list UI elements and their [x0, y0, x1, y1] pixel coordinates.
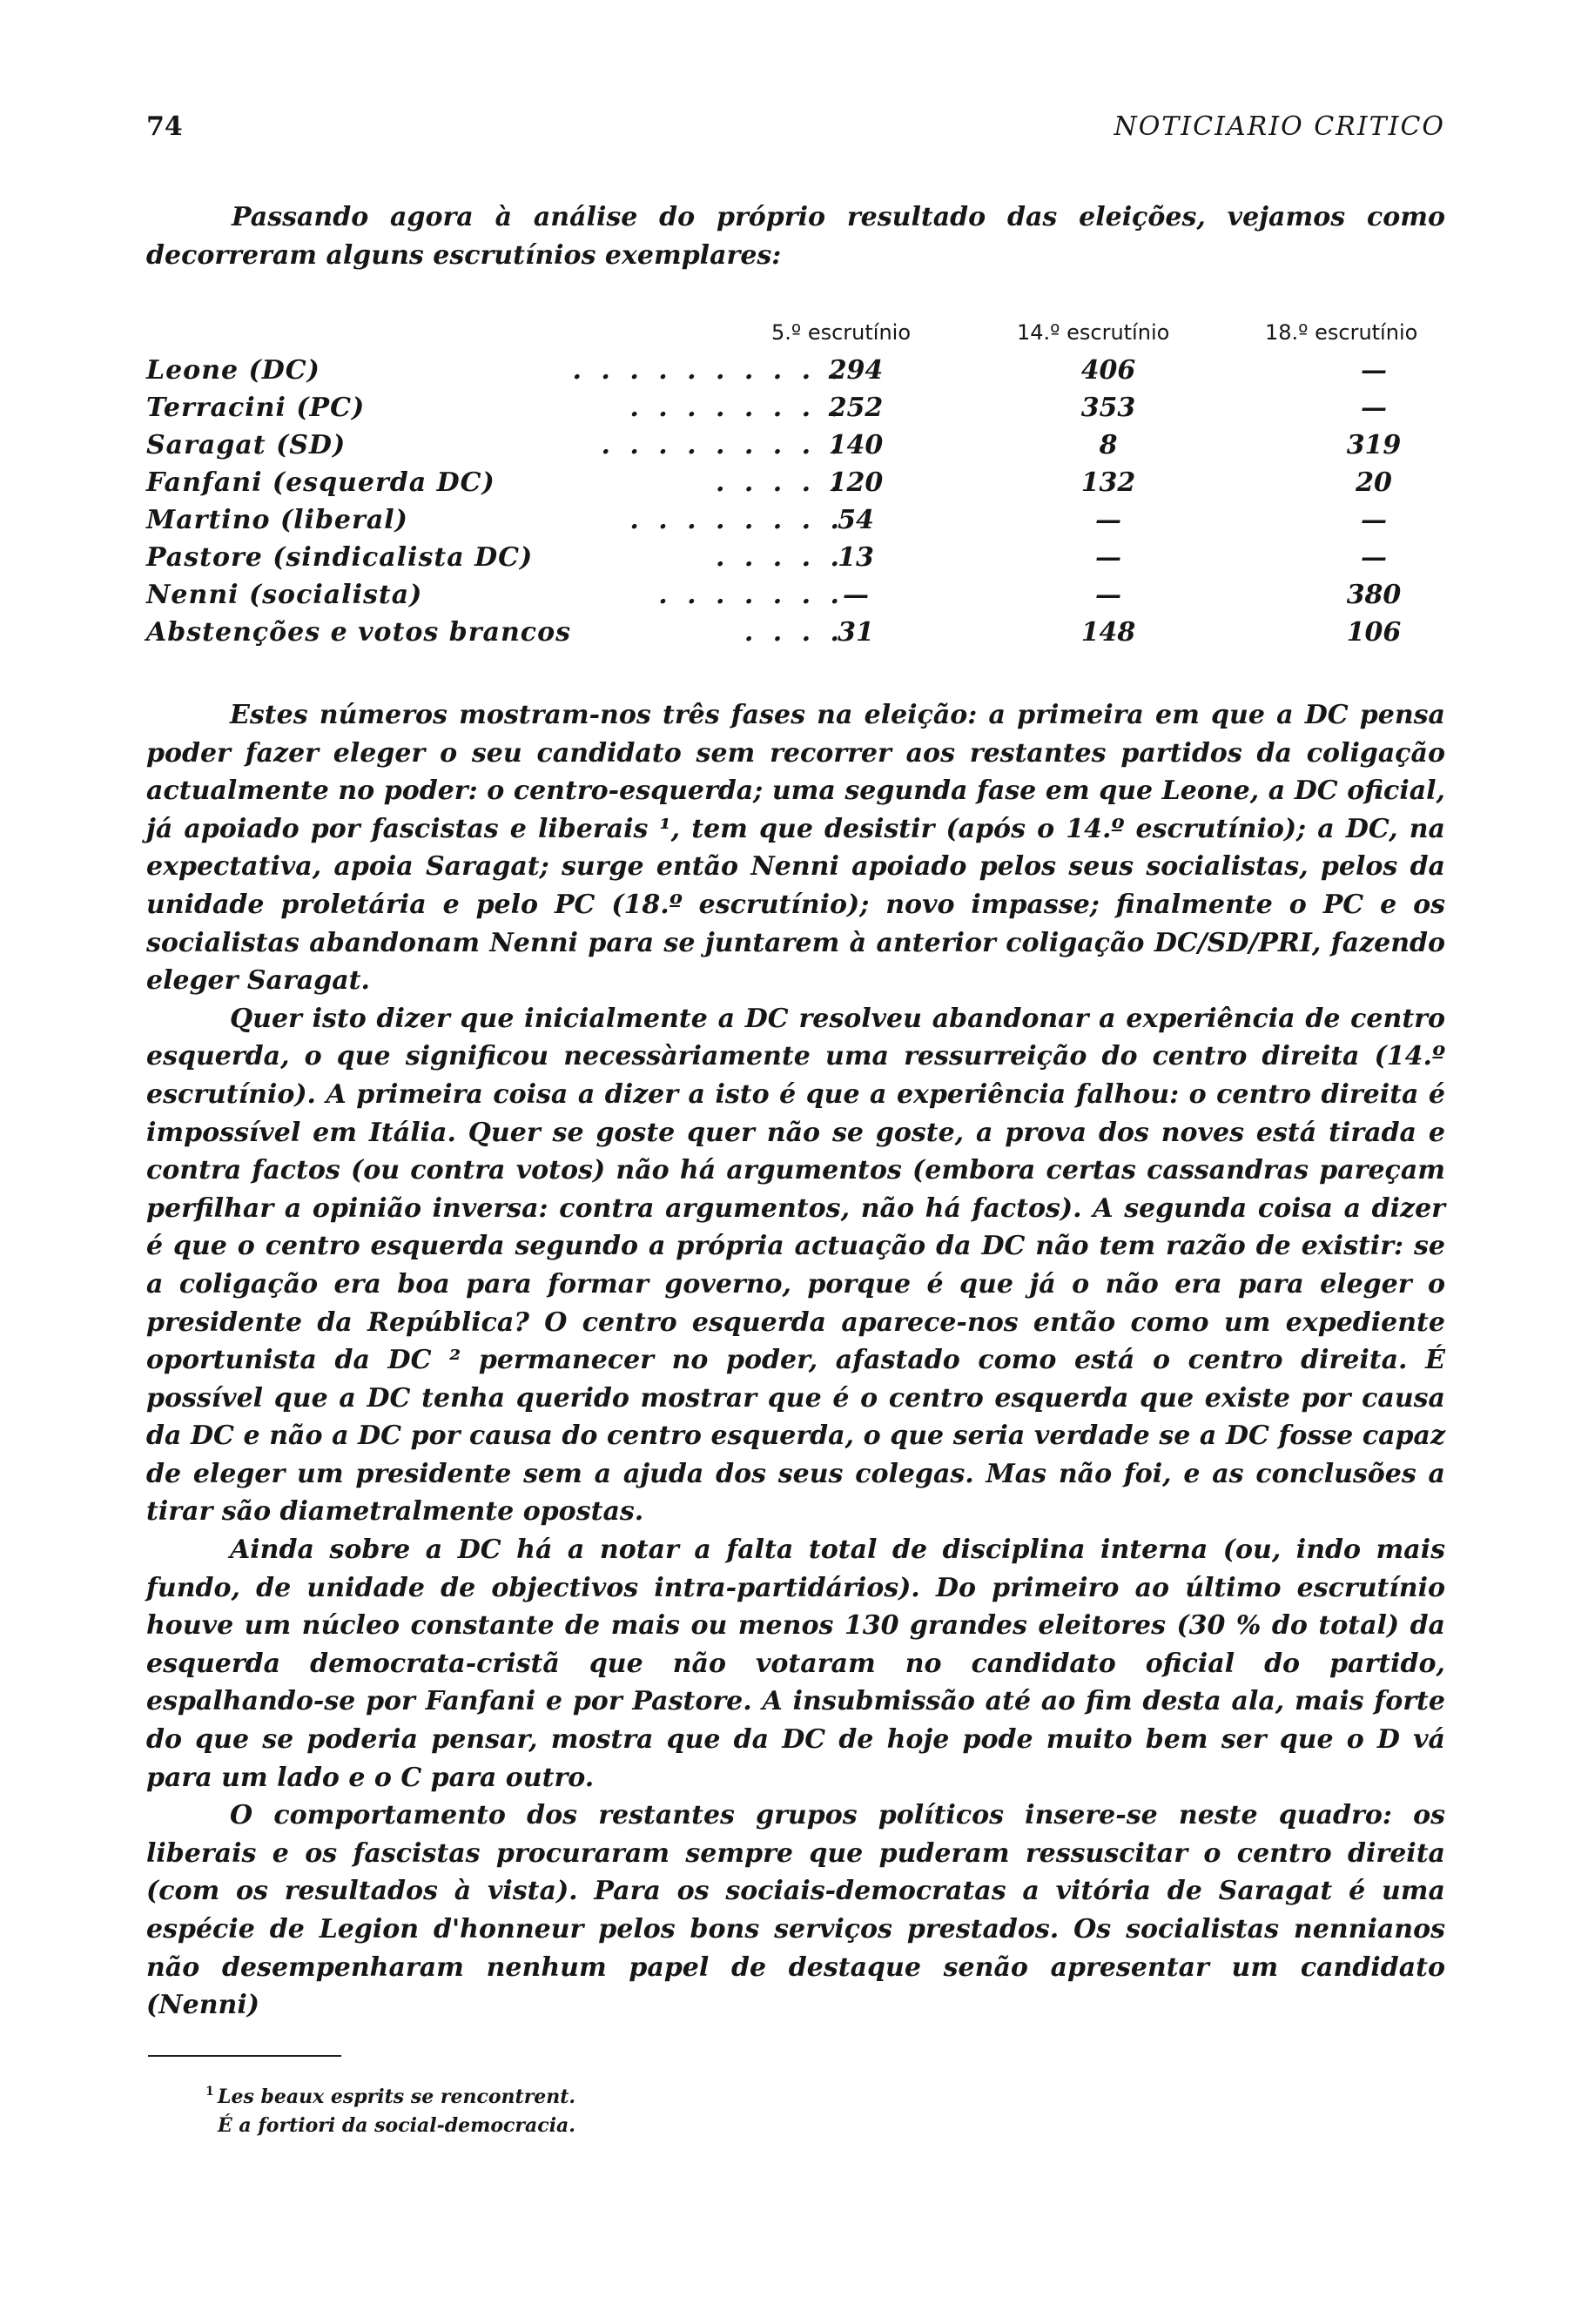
votes-5th: 13 [838, 542, 874, 573]
votes-18th: 380 [1346, 580, 1402, 610]
votes-5th: 252 [828, 393, 884, 423]
footnote-text: É a fortiori da social-democracia. [218, 2114, 575, 2137]
table-row [146, 355, 1445, 392]
footnote [218, 2112, 1001, 2140]
votes-18th: — [1361, 542, 1387, 573]
votes-14th: — [1095, 542, 1121, 573]
votes-14th: 406 [1080, 355, 1136, 386]
footnote-text: Les beaux esprits se rencontrent. [218, 2086, 576, 2108]
running-title: NOTICIARIO CRITICO [1114, 111, 1445, 142]
table-row [146, 542, 1445, 579]
table-row [146, 430, 1445, 467]
votes-18th: — [1361, 393, 1387, 423]
leader-dots: . . . . . . . . . . [572, 355, 844, 386]
votes-18th: 319 [1346, 430, 1402, 460]
votes-18th: 106 [1346, 617, 1402, 648]
candidate-name: Pastore (sindicalista DC) [146, 542, 534, 573]
intro-paragraph: Passando agora à análise do próprio resultado das eleições, vejamos como decorreram alguns escrutínios exemplares: [146, 202, 1445, 271]
candidate-name: Martino (liberal) [146, 505, 408, 535]
footnote-marker: 1 [205, 2085, 214, 2099]
leader-dots: . . . . . . . . . [601, 430, 844, 460]
votes-14th: 132 [1080, 467, 1136, 498]
votes-5th: — [843, 580, 869, 610]
column-header-14th-ballot: 14.º escrutínio [1017, 320, 1170, 345]
candidate-name: Fanfani (esquerda DC) [146, 467, 495, 498]
ballot-results-table [146, 320, 1445, 662]
footnote [205, 2083, 1001, 2112]
votes-5th: 140 [828, 430, 884, 460]
leader-dots: . . . . . . . [658, 580, 844, 610]
table-row [146, 580, 1445, 616]
candidate-name: Terracini (PC) [146, 393, 366, 423]
candidate-name: Abstenções e votos brancos [146, 617, 571, 648]
votes-14th: 148 [1080, 617, 1136, 648]
votes-18th: — [1361, 505, 1387, 535]
votes-18th: — [1361, 355, 1387, 386]
votes-14th: 8 [1099, 430, 1118, 460]
footnote-divider [148, 2055, 341, 2057]
votes-14th: 353 [1080, 393, 1136, 423]
votes-5th: 294 [828, 355, 884, 386]
candidate-name: Nenni (socialista) [146, 580, 423, 610]
candidate-name: Leone (DC) [146, 355, 320, 386]
table-row [146, 617, 1445, 654]
leader-dots: . . . . . . . . [629, 393, 844, 423]
candidate-name: Saragat (SD) [146, 430, 347, 460]
leader-dots: . . . . . . . . [629, 505, 844, 535]
body-paragraph: Estes números mostram-nos três fases na eleição: a primeira em que a DC pensa poder fazer eleger o seu candidato sem recorrer aos restantes partidos da coligação actualmente no poder: o centro-esquerda; uma segunda fase em que Leone, a DC oficial, já apoiado por fascistas e liberais ¹, tem que desistir (após o 14.º escrutínio); a DC, na expectativa, apoia Saragat; surge então Nenni apoiado pelos seus socialistas, pelos da unidade proletária e pelo PC (18.º escrutínio); novo impasse; finalmente o PC e os socialistas abandonam Nenni para se juntarem à anterior coligação DC/SD/PRI, fazendo eleger Saragat. [146, 700, 1445, 997]
votes-14th: — [1095, 580, 1121, 610]
article-body [146, 696, 1445, 2025]
leader-dots: . . . . [744, 617, 844, 648]
votes-18th: 20 [1356, 467, 1392, 498]
footnotes [205, 2083, 1001, 2140]
column-header-18th-ballot: 18.º escrutínio [1265, 320, 1418, 345]
table-row [146, 467, 1445, 504]
leader-dots: . . . . . [716, 542, 844, 573]
body-paragraph: O comportamento dos restantes grupos políticos insere-se neste quadro: os liberais e os fascistas procuraram sempre que puderam ressuscitar o centro direita (com os resultados à vista). Para os sociais-democratas a vitória de Saragat é uma espécie de Legion d'honneur pelos bons serviços prestados. Os socialistas nennianos não desempenharam nenhum papel de destaque senão apresentar um candidato (Nenni) [146, 1800, 1445, 2021]
votes-5th: 31 [838, 617, 874, 648]
body-paragraph: Ainda sobre a DC há a notar a falta total de disciplina interna (ou, indo mais fundo, de unidade de objectivos intra-partidários). Do primeiro ao último escrutínio houve um núcleo constante de mais ou menos 130 grandes eleitores (30 % do total) da esquerda democrata-cristã que não votaram no candidato oficial do partido, espalhando-se por Fanfani e por Pastore. A insubmissão até ao fim desta ala, mais forte do que se poderia pensar, mostra que da DC de hoje pode muito bem ser que o D vá para um lado e o C para outro. [146, 1535, 1445, 1793]
page-number: 74 [146, 111, 183, 142]
table-row [146, 505, 1445, 541]
votes-5th: 120 [828, 467, 884, 498]
page-header [146, 111, 1445, 150]
votes-14th: — [1095, 505, 1121, 535]
votes-5th: 54 [838, 505, 874, 535]
column-header-5th-ballot: 5.º escrutínio [771, 320, 912, 345]
body-paragraph: Quer isto dizer que inicialmente a DC resolveu abandonar a experiência de centro esquerda, o que significou necessàriamente uma ressurreição do centro direita (14.º escrutínio). A primeira coisa a dizer a isto é que a experiência falhou: o centro direita é impossível em Itália. Quer se goste quer não se goste, a prova dos noves está tirada e contra factos (ou contra votos) não há argumentos (embora certas cassandras pareçam perfilhar a opinião inversa: contra argumentos, não há factos). A segunda coisa a dizer é que o centro esquerda segundo a própria actuação da DC não tem razão de existir: se a coligação era boa para formar governo, porque é que já o não era para eleger o presidente da República? O centro esquerda aparece-nos então como um expediente oportunista da DC ² permanecer no poder, afastado como está o centro direita. É possível que a DC tenha querido mostrar que é o centro esquerda que existe por causa da DC e não a DC por causa do centro esquerda, o que seria verdade se a DC fosse capaz de eleger um presidente sem a ajuda dos seus colegas. Mas não foi, e as conclusões a tirar são diametralmente opostas. [146, 1003, 1445, 1528]
table-row [146, 393, 1445, 429]
leader-dots: . . . . . [716, 467, 844, 498]
